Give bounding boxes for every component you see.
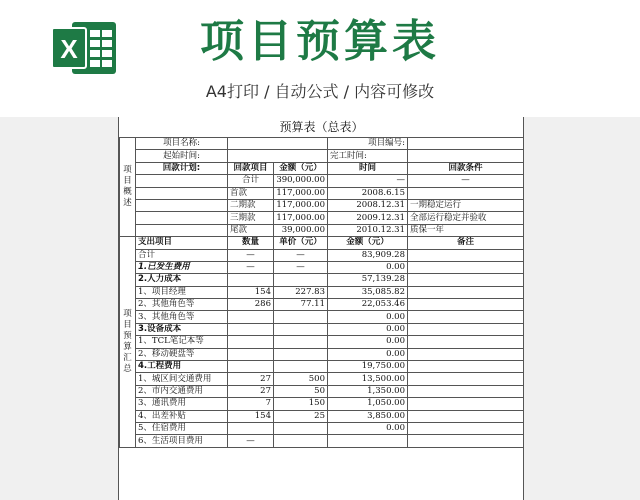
excel-logo-icon	[50, 20, 120, 76]
payment-time[interactable]: —	[328, 175, 408, 187]
expense-amount[interactable]: 0.00	[328, 261, 408, 273]
budget-row	[120, 361, 524, 373]
expense-name[interactable]: 1、城区间交通费用	[136, 373, 228, 385]
expense-qty[interactable]	[228, 336, 274, 348]
sheet-title: 预算表（总表）	[120, 117, 524, 138]
payment-amount[interactable]: 117,000.00	[274, 212, 328, 224]
expense-qty[interactable]: 286	[228, 299, 274, 311]
expense-name[interactable]: 1、TCL笔记本等	[136, 336, 228, 348]
payment-amount[interactable]: 117,000.00	[274, 199, 328, 211]
blank-cell[interactable]	[136, 199, 228, 211]
budget-row	[120, 286, 524, 298]
section-label-char: 预	[123, 330, 132, 341]
expense-note[interactable]	[408, 398, 524, 410]
end-time-value[interactable]	[408, 150, 524, 162]
payment-row	[120, 199, 524, 211]
start-time-label[interactable]: 起始时间:	[136, 150, 228, 162]
expense-amount[interactable]: 0.00	[328, 336, 408, 348]
expense-note[interactable]	[408, 348, 524, 360]
blank-cell[interactable]	[136, 212, 228, 224]
payment-cond[interactable]	[408, 187, 524, 199]
logo-letter: X	[60, 34, 78, 64]
expense-name[interactable]: 1、项目经理	[136, 286, 228, 298]
payment-item[interactable]: 合计	[228, 175, 274, 187]
budget-section-label	[120, 237, 136, 448]
sheet-gutter-right	[523, 117, 640, 500]
expense-price[interactable]: 227.83	[274, 286, 328, 298]
banner-subtitle: A4打印 / 自动公式 / 内容可修改	[205, 82, 435, 101]
sheet-gutter-left	[0, 117, 118, 500]
payment-time[interactable]: 2009.12.31	[328, 212, 408, 224]
payment-cond[interactable]: 一期稳定运行	[408, 199, 524, 211]
payment-header[interactable]: 回款条件	[408, 162, 524, 174]
expense-amount[interactable]: 0.00	[328, 323, 408, 335]
payment-cond[interactable]: —	[408, 175, 524, 187]
payment-amount[interactable]: 390,000.00	[274, 175, 328, 187]
payment-item[interactable]: 二期款	[228, 199, 274, 211]
expense-amount[interactable]: 35,085.82	[328, 286, 408, 298]
payment-item[interactable]: 首款	[228, 187, 274, 199]
budget-row	[120, 323, 524, 335]
banner-title: 项目预算表	[200, 16, 440, 67]
expense-note[interactable]	[408, 249, 524, 261]
budget-row	[120, 422, 524, 434]
budget-table	[119, 117, 524, 448]
budget-row	[120, 249, 524, 261]
payment-header[interactable]: 金额（元）	[274, 162, 328, 174]
expense-qty[interactable]: —	[228, 249, 274, 261]
expense-qty[interactable]	[228, 323, 274, 335]
payment-header[interactable]: 时间	[328, 162, 408, 174]
expense-name[interactable]: 2、其他角色等	[136, 299, 228, 311]
expense-name[interactable]: 2、移动硬盘等	[136, 348, 228, 360]
section-label-char: 项	[123, 165, 132, 176]
budget-row	[120, 336, 524, 348]
expense-qty[interactable]: 27	[228, 385, 274, 397]
expense-price[interactable]: —	[274, 261, 328, 273]
expense-qty[interactable]: 154	[228, 286, 274, 298]
expense-amount[interactable]	[328, 435, 408, 447]
expense-name[interactable]: 6、生活项目费用	[136, 435, 228, 447]
expense-qty[interactable]	[228, 348, 274, 360]
expense-note[interactable]	[408, 435, 524, 447]
budget-header[interactable]: 备注	[408, 237, 524, 249]
payment-plan-label[interactable]: 回款计划:	[136, 162, 228, 174]
expense-name[interactable]: 3、通讯费用	[136, 398, 228, 410]
budget-header[interactable]: 单价（元）	[274, 237, 328, 249]
blank-cell[interactable]	[136, 175, 228, 187]
expense-price[interactable]	[274, 348, 328, 360]
expense-amount[interactable]: 1,350.00	[328, 385, 408, 397]
expense-note[interactable]	[408, 311, 524, 323]
expense-amount[interactable]: 22,053.46	[328, 299, 408, 311]
start-time-value[interactable]	[228, 150, 328, 162]
expense-qty[interactable]: 154	[228, 410, 274, 422]
expense-note[interactable]	[408, 299, 524, 311]
expense-qty[interactable]: —	[228, 435, 274, 447]
blank-cell[interactable]	[136, 187, 228, 199]
end-time-label[interactable]: 完工时间:	[328, 150, 408, 162]
expense-price[interactable]	[274, 435, 328, 447]
section-label-char: 述	[123, 198, 132, 209]
budget-row	[120, 348, 524, 360]
expense-price[interactable]: —	[274, 249, 328, 261]
expense-name[interactable]: 合计	[136, 249, 228, 261]
expense-price[interactable]: 150	[274, 398, 328, 410]
payment-time[interactable]: 2008.6.15	[328, 187, 408, 199]
expense-amount[interactable]: 13,500.00	[328, 373, 408, 385]
expense-price[interactable]	[274, 361, 328, 373]
budget-row	[120, 398, 524, 410]
expense-name[interactable]: 5、住宿费用	[136, 422, 228, 434]
expense-amount[interactable]: 0.00	[328, 311, 408, 323]
payment-cond[interactable]: 质保一年	[408, 224, 524, 236]
expense-amount[interactable]: 3,850.00	[328, 410, 408, 422]
expense-qty[interactable]	[228, 422, 274, 434]
expense-amount[interactable]: 0.00	[328, 348, 408, 360]
expense-note[interactable]	[408, 323, 524, 335]
blank-cell[interactable]	[136, 224, 228, 236]
payment-amount[interactable]: 117,000.00	[274, 187, 328, 199]
section-label-char: 目	[123, 319, 132, 330]
payment-row	[120, 187, 524, 199]
payment-amount[interactable]: 39,000.00	[274, 224, 328, 236]
expense-note[interactable]	[408, 422, 524, 434]
expense-note[interactable]	[408, 286, 524, 298]
expense-price[interactable]: 500	[274, 373, 328, 385]
budget-row	[120, 274, 524, 286]
expense-note[interactable]	[408, 261, 524, 273]
expense-price[interactable]: 77.11	[274, 299, 328, 311]
expense-name[interactable]: 4.工程费用	[136, 361, 228, 373]
payment-item[interactable]: 三期款	[228, 212, 274, 224]
expense-price[interactable]: 50	[274, 385, 328, 397]
budget-header[interactable]: 支出项目	[136, 237, 228, 249]
expense-price[interactable]	[274, 311, 328, 323]
expense-price[interactable]	[274, 422, 328, 434]
payment-item[interactable]: 尾款	[228, 224, 274, 236]
expense-amount[interactable]: 83,909.28	[328, 249, 408, 261]
budget-row	[120, 435, 524, 447]
payment-time[interactable]: 2010.12.31	[328, 224, 408, 236]
section-label-char: 算	[123, 341, 132, 352]
expense-name[interactable]: 3、其他角色等	[136, 311, 228, 323]
expense-note[interactable]	[408, 410, 524, 422]
section-label-char: 概	[123, 187, 132, 198]
project-name-label[interactable]: 项目名称:	[136, 138, 228, 150]
expense-name[interactable]: 2、市内交通费用	[136, 385, 228, 397]
expense-amount[interactable]: 57,139.28	[328, 274, 408, 286]
expense-name[interactable]: 2.人力成本	[136, 274, 228, 286]
expense-amount[interactable]: 19,750.00	[328, 361, 408, 373]
payment-row	[120, 175, 524, 187]
expense-name[interactable]: 3.设备成本	[136, 323, 228, 335]
project-no-value[interactable]	[408, 138, 524, 150]
project-no-label[interactable]: 项目编号:	[328, 138, 408, 150]
expense-qty[interactable]: —	[228, 261, 274, 273]
budget-row	[120, 299, 524, 311]
banner	[0, 0, 640, 117]
expense-note[interactable]	[408, 385, 524, 397]
budget-row	[120, 410, 524, 422]
budget-row	[120, 261, 524, 273]
payment-time[interactable]: 2008.12.31	[328, 199, 408, 211]
budget-row	[120, 373, 524, 385]
expense-qty[interactable]: 27	[228, 373, 274, 385]
payment-row	[120, 212, 524, 224]
expense-qty[interactable]	[228, 361, 274, 373]
expense-note[interactable]	[408, 336, 524, 348]
project-name-value[interactable]	[228, 138, 328, 150]
expense-price[interactable]	[274, 336, 328, 348]
expense-price[interactable]	[274, 274, 328, 286]
expense-qty[interactable]: 7	[228, 398, 274, 410]
expense-qty[interactable]	[228, 311, 274, 323]
expense-price[interactable]: 25	[274, 410, 328, 422]
expense-note[interactable]	[408, 274, 524, 286]
section-label-char: 项	[123, 308, 132, 319]
expense-amount[interactable]: 0.00	[328, 422, 408, 434]
overview-section-label	[120, 138, 136, 237]
section-label-char: 总	[123, 363, 132, 374]
budget-header[interactable]: 金额（元）	[328, 237, 408, 249]
payment-cond[interactable]: 全部运行稳定并验收	[408, 212, 524, 224]
section-label-char: 目	[123, 176, 132, 187]
spreadsheet	[118, 117, 524, 500]
expense-price[interactable]	[274, 323, 328, 335]
expense-note[interactable]	[408, 373, 524, 385]
expense-note[interactable]	[408, 361, 524, 373]
budget-header[interactable]: 数量	[228, 237, 274, 249]
expense-amount[interactable]: 1,050.00	[328, 398, 408, 410]
expense-qty[interactable]	[228, 274, 274, 286]
section-label-char: 汇	[123, 352, 132, 363]
budget-row	[120, 311, 524, 323]
payment-header[interactable]: 回款项目	[228, 162, 274, 174]
expense-name[interactable]: 1.已发生费用	[136, 261, 228, 273]
payment-row	[120, 224, 524, 236]
expense-name[interactable]: 4、出差补贴	[136, 410, 228, 422]
budget-row	[120, 385, 524, 397]
